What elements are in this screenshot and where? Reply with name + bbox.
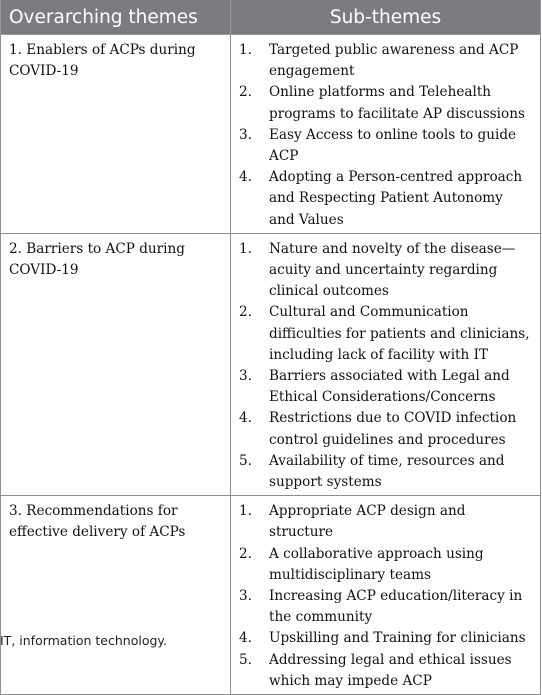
item-number: 2.	[239, 304, 252, 321]
header-row	[1, 0, 541, 35]
item-text: A collaborative approach using multidisciplinary teams	[269, 545, 484, 583]
list-item	[239, 501, 532, 543]
list-item	[239, 40, 532, 82]
item-number: 5.	[239, 651, 252, 668]
list-item	[239, 239, 532, 303]
item-text: Availability of time, resources and support systems	[269, 452, 505, 491]
list-item	[239, 544, 532, 586]
table-row	[1, 35, 541, 234]
item-number: 4.	[239, 169, 252, 186]
list-item	[239, 125, 532, 167]
list-item	[239, 82, 532, 124]
theme-cell: 2. Barriers to ACP during COVID-19	[1, 233, 231, 495]
list-item	[239, 628, 532, 649]
list-item	[239, 586, 532, 628]
list-item	[239, 302, 532, 366]
header-overarching-themes: Overarching themes	[1, 0, 231, 35]
list-item	[239, 366, 532, 408]
table-footnote: IT, information technology.	[0, 633, 167, 648]
item-text: Cultural and Communication difficulties for patients and clinicians, including lack of facility with IT	[269, 304, 530, 363]
item-number: 5.	[239, 452, 252, 469]
table-row	[1, 233, 541, 495]
item-text: Increasing ACP education/literacy in the community	[269, 588, 523, 626]
item-number: 2.	[239, 84, 252, 101]
item-number: 3.	[239, 368, 252, 385]
item-text: Online platforms and Telehealth programs to facilitate AP discussions	[269, 84, 525, 122]
item-text: Restrictions due to COVID infection control guidelines and procedures	[269, 410, 517, 448]
item-text: Targeted public awareness and ACP engagement	[269, 42, 519, 80]
item-text: Addressing legal and ethical issues which may impede ACP	[269, 651, 512, 689]
subtheme-list	[239, 501, 532, 692]
item-number: 4.	[239, 630, 252, 647]
item-text: Upskilling and Training for clinicians	[269, 630, 526, 647]
item-text: Adopting a Person-centred approach and Respecting Patient Autonomy and Values	[269, 169, 523, 228]
list-item	[239, 650, 532, 692]
subthemes-cell	[231, 35, 541, 234]
subthemes-cell	[231, 496, 541, 695]
item-number: 1.	[239, 240, 252, 257]
item-text: Barriers associated with Legal and Ethical Considerations/Concerns	[269, 368, 510, 406]
item-text: Easy Access to online tools to guide ACP	[269, 126, 517, 165]
item-number: 1.	[239, 42, 252, 58]
list-item	[239, 167, 532, 231]
subtheme-list	[239, 239, 532, 493]
item-number: 1.	[239, 503, 252, 520]
theme-cell: 3. Recommendations for effective delivery of ACPs	[1, 496, 231, 695]
subthemes-cell	[231, 233, 541, 495]
list-item	[239, 451, 532, 493]
item-number: 3.	[239, 588, 252, 605]
table-row	[1, 496, 541, 695]
header-sub-themes: Sub-themes	[231, 0, 541, 35]
item-text: Appropriate ACP design and structure	[269, 503, 466, 541]
list-item	[239, 408, 532, 450]
item-number: 2.	[239, 545, 252, 562]
item-text: Nature and novelty of the disease—acuity and uncertainty regarding clinical outcomes	[269, 240, 516, 300]
item-number: 3.	[239, 126, 252, 143]
item-number: 4.	[239, 410, 252, 427]
subtheme-list	[239, 40, 532, 231]
theme-cell: 1. Enablers of ACPs during COVID-19	[1, 35, 231, 234]
